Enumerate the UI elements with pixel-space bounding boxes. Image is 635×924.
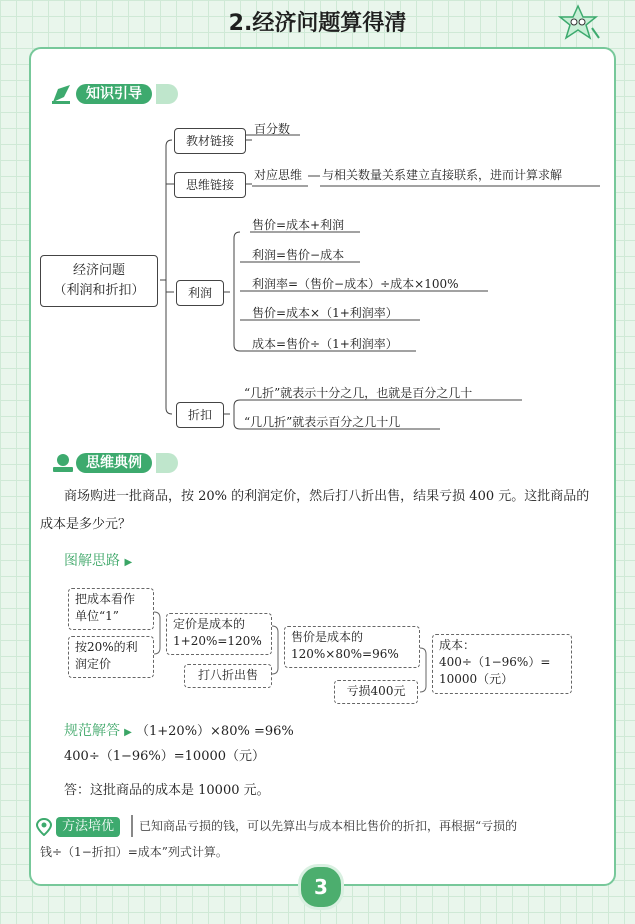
diagram-box-markup: 按20%的利 润定价 xyxy=(68,636,154,678)
branch-thinking-box: 思维链接 xyxy=(174,172,246,198)
profit-formula-5: 成本=售价÷（1+利润率） xyxy=(252,337,398,351)
discount-rule-2: “几几折”就表示百分之几十几 xyxy=(244,415,401,429)
problem-line1: 商场购进一批商品，按 20% 的利润定价，然后打八折出售，结果亏损 400 元。这批商品的 xyxy=(64,489,590,504)
root-line1: 经济问题 xyxy=(72,263,125,278)
tip-text: 已知商品亏损的钱，可以先算出与成本相比售价的折扣，再根据“亏损的 xyxy=(131,815,600,837)
solution-answer: 答：这批商品的成本是 10000 元。 xyxy=(64,783,270,798)
section-label: 思维典例 xyxy=(76,453,152,473)
tip-text-line2: 钱÷（1−折扣）=成本”列式计算。 xyxy=(40,845,228,859)
problem-line2: 成本是多少元？ xyxy=(40,517,132,532)
page-title: 2.经济问题算得清 xyxy=(228,11,407,36)
branch-thinking-text1: 对应思维 xyxy=(254,168,303,182)
branch-profit-box: 利润 xyxy=(176,280,224,306)
diagram-box-discount: 打八折出售 xyxy=(184,664,272,688)
profit-formula-2: 利润=售价−成本 xyxy=(252,248,345,262)
branch-discount-box: 折扣 xyxy=(176,402,224,428)
root-line2: （利润和折扣） xyxy=(53,283,145,298)
discount-rule-1: “几折”就表示十分之几，也就是百分之几十 xyxy=(244,386,473,400)
play-arrow-icon: ▶ xyxy=(124,727,132,738)
tip-label: 方法培优 xyxy=(56,817,120,837)
solution-line1: （1+20%）×80% =96% xyxy=(135,724,294,739)
branch-thinking-text2: 与相关数量关系建立直接联系，进而计算求解 xyxy=(322,168,563,182)
branch-textbook-box: 教材链接 xyxy=(174,128,246,154)
diagram-box-cost: 成本： 400÷（1−96%）= 10000（元） xyxy=(432,634,572,694)
play-arrow-icon: ▶ xyxy=(124,557,133,568)
section-label: 知识引导 xyxy=(76,84,152,104)
location-pin-icon xyxy=(36,818,52,836)
diagram-box-sale-price: 售价是成本的 120%×80%=96% xyxy=(284,626,420,668)
diagram-title: 图解思路 ▶ xyxy=(64,553,133,569)
page-number: 3 xyxy=(298,864,344,910)
profit-formula-1: 售价=成本+利润 xyxy=(252,218,345,232)
solution-line2: 400÷（1−96%）=10000（元） xyxy=(64,749,266,764)
tip-header xyxy=(36,817,132,837)
branch-textbook-text: 百分数 xyxy=(254,122,291,136)
solution-line1-row xyxy=(64,720,294,740)
profit-formula-4: 售价=成本×（1+利润率） xyxy=(252,306,398,320)
profit-formula-3: 利润率=（售价−成本）÷成本×100% xyxy=(252,277,459,291)
diagram-box-price: 定价是成本的 1+20%=120% xyxy=(166,613,272,655)
diagram-box-unit: 把成本看作 单位“1” xyxy=(68,588,154,630)
diagram-box-loss: 亏损400元 xyxy=(334,680,418,704)
solution-label: 规范解答 xyxy=(64,723,120,739)
